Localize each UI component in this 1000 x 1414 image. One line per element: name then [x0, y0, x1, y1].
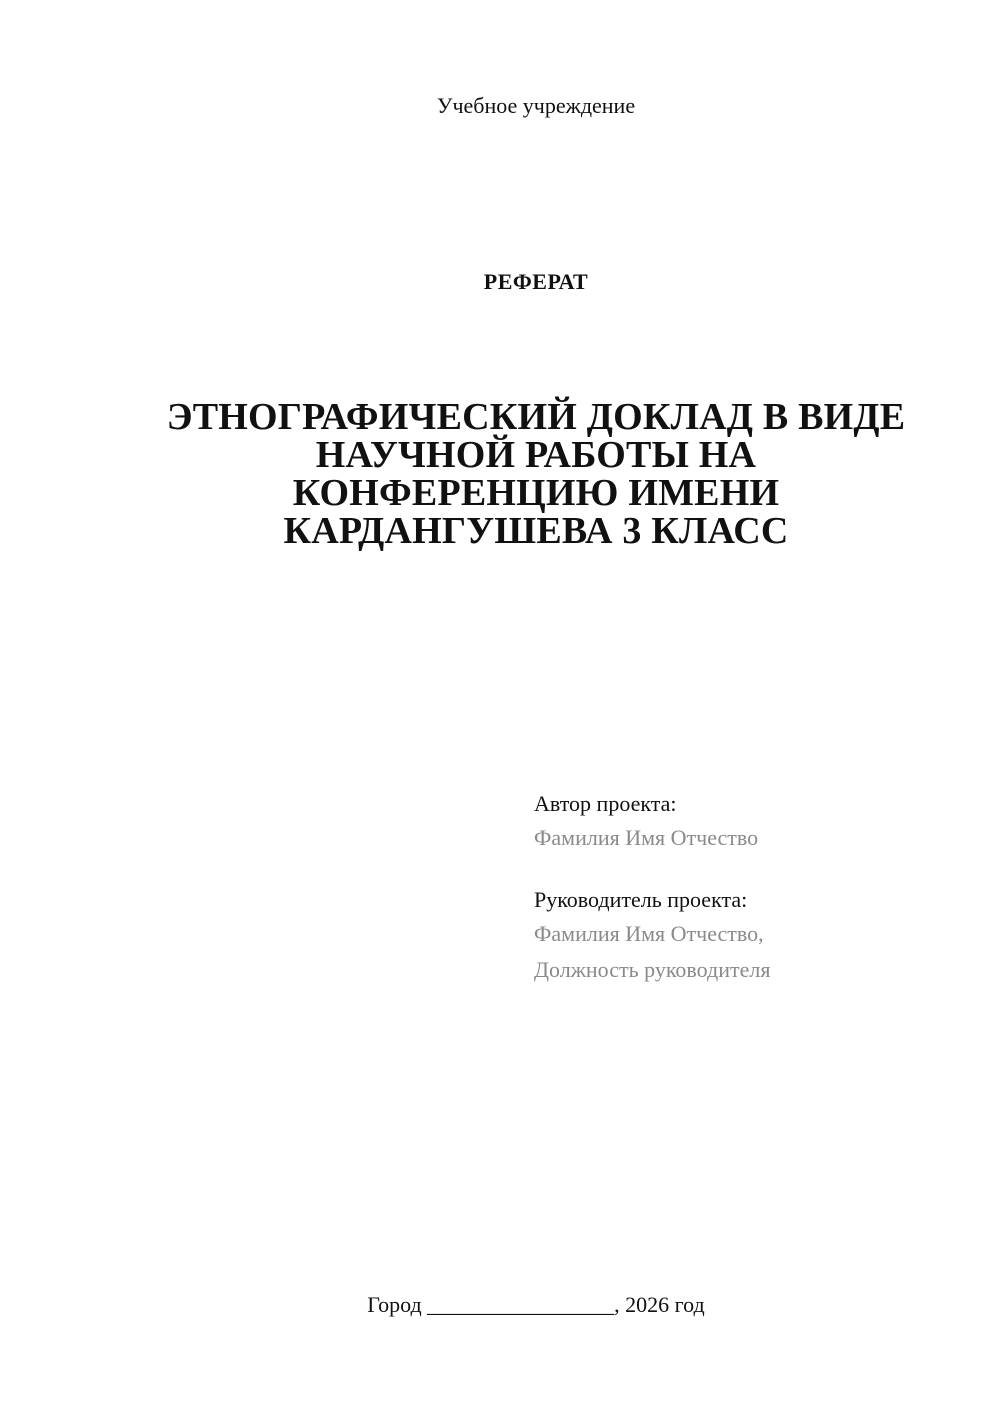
- supervisor-name: Фамилия Имя Отчество,: [534, 921, 764, 946]
- title-line-4: КАРДАНГУШЕВА 3 КЛАСС: [283, 510, 789, 552]
- supervisor-position: Должность руководителя: [534, 957, 771, 982]
- title-line-3: КОНФЕРЕНЦИЮ ИМЕНИ: [292, 472, 780, 514]
- project-info: [534, 788, 954, 988]
- city-year-line: Город _________________, 2026 год: [367, 1292, 705, 1317]
- main-title: [0, 398, 1000, 550]
- supervisor-label: Руководитель проекта:: [534, 887, 748, 912]
- author-block: [534, 788, 954, 856]
- author-label: Автор проекта:: [534, 791, 677, 816]
- document-kind: РЕФЕРАТ: [483, 269, 589, 294]
- author-name: Фамилия Имя Отчество: [534, 825, 759, 850]
- supervisor-block: [534, 884, 954, 988]
- institution-name: Учебное учреждение: [436, 93, 636, 118]
- title-line-2: НАУЧНОЙ РАБОТЫ НА: [315, 434, 757, 476]
- title-line-1: ЭТНОГРАФИЧЕСКИЙ ДОКЛАД В ВИДЕ: [166, 396, 906, 438]
